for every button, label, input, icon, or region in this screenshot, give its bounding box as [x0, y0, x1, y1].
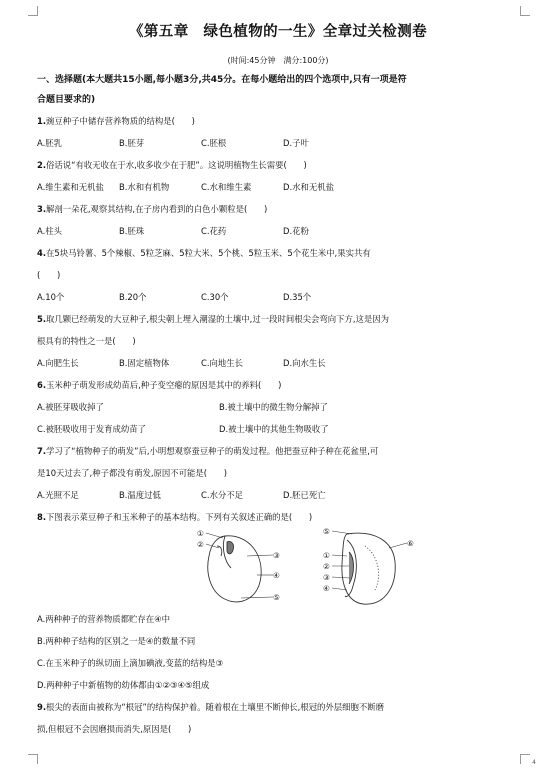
crop-mark-bottom-left: [28, 754, 38, 764]
question-stem: 玉米种子萌发形成幼苗后,种子变空瘪的原因是其中的养料( ): [46, 380, 282, 390]
question-number: 7.: [37, 446, 47, 456]
question-4: [37, 242, 519, 264]
option-d: D.被土壤中的其他生物吸收了: [219, 424, 329, 434]
question-7-options: [37, 484, 519, 506]
question-stem: 取几颗已经萌发的大豆种子,根尖朝上埋入潮湿的土壤中,过一段时间根尖会弯向下方,这是因为: [46, 314, 389, 324]
option-b: B.温度过低: [119, 490, 161, 500]
corn-label: ⑥: [407, 539, 414, 548]
page-number: 4: [532, 759, 536, 766]
corn-seed: [342, 533, 395, 604]
section-heading-line-1: 一、选择题(本大题共15小题,每小题3分,共45分。在每小题给出的四个选项中,只有一项是符: [37, 75, 407, 85]
section-heading-line-2: 合题目要求的): [37, 95, 96, 105]
corn-label: ①: [323, 551, 330, 560]
bean-label: ①: [197, 529, 204, 538]
question-2-options: [37, 176, 519, 198]
option-d: D.两种种子中新植物的幼体都由①②③④⑤组成: [37, 680, 210, 690]
corn-label: ③: [323, 573, 330, 582]
bean-label: ②: [197, 540, 204, 549]
option-a: A.光照不足: [37, 490, 79, 500]
crop-mark-top-right: [520, 6, 530, 16]
crop-mark-bottom-right: [520, 754, 530, 764]
question-stem: 根尖的表面由被称为“根冠”的结构保护着。随着根在土壤里不断伸长,根冠的外层细胞不断磨: [46, 702, 384, 712]
question-number: 5.: [37, 314, 47, 324]
exam-meta: (时间:45分钟 满分:100分): [227, 56, 329, 65]
question-stem-continued: 根具有的特性之一是( ): [37, 336, 136, 346]
question-stem: 在5块马铃薯、5个辣椒、5粒芝麻、5粒大米、5个桃、5粒玉米、5个花生米中,果实共有: [46, 248, 371, 258]
option-d: D.向水生长: [283, 358, 326, 368]
question-stem: 解剖一朵花,观察其结构,在子房内看到的白色小颗粒是( ): [46, 204, 268, 214]
question-number: 9.: [37, 702, 47, 712]
question-2: [37, 154, 519, 176]
question-4-options: [37, 286, 519, 308]
option-c: C.被胚吸收用于发育成幼苗了: [37, 424, 147, 434]
section-heading: [37, 70, 519, 110]
question-6-options-row-1: [37, 396, 519, 418]
question-6: [37, 374, 519, 396]
option-b: B.胚珠: [119, 226, 145, 236]
question-number: 2.: [37, 160, 47, 170]
question-stem-continued: 是10天过去了,种子都没有萌发,原因不可能是( ): [37, 468, 228, 478]
option-c: C.水分不足: [201, 490, 244, 500]
option-d: D.35个: [283, 292, 312, 302]
corn-label: ④: [323, 584, 330, 593]
question-stem: 学习了“植物种子的萌发”后,小明想观察蚕豆种子的萌发过程。他把蚕豆种子种在花盆里,可: [46, 446, 379, 456]
option-a: A.胚乳: [37, 138, 62, 148]
option-c: C.花药: [201, 226, 227, 236]
question-9: [37, 696, 519, 718]
question-1-options: [37, 132, 519, 154]
option-c: C.胚根: [201, 138, 227, 148]
option-b: B.被土壤中的微生物分解掉了: [219, 402, 328, 412]
question-number: 6.: [37, 380, 47, 390]
question-number: 4.: [37, 248, 47, 258]
seed-diagram: [197, 528, 427, 608]
option-a: A.两种种子的营养物质都贮存在④中: [37, 614, 171, 624]
option-b: B.两种种子结构的区别之一是④的数量不同: [37, 636, 196, 646]
page-title: 《第五章 绿色植物的一生》全章过关检测卷: [129, 23, 427, 40]
option-c: C.在玉米种子的纵切面上滴加碘液,变蓝的结构是③: [37, 658, 224, 668]
option-d: D.胚已死亡: [283, 490, 326, 500]
question-5-options: [37, 352, 519, 374]
bean-label: ④: [273, 571, 280, 580]
question-5: [37, 308, 519, 330]
option-c: C.向地生长: [201, 358, 244, 368]
option-a: A.10个: [37, 292, 65, 302]
question-number: 8.: [37, 512, 47, 522]
question-6-options-row-2: [37, 418, 519, 440]
question-stem: 下图表示菜豆种子和玉米种子的基本结构。下列有关叙述正确的是( ): [46, 512, 313, 522]
question-stem: 豌豆种子中储存营养物质的结构是( ): [46, 116, 195, 126]
seed-structure-figure: [37, 528, 519, 608]
question-8: [37, 506, 519, 528]
question-number: 3.: [37, 204, 47, 214]
question-stem-continued: ( ): [37, 270, 61, 280]
question-stem-continued: 损,但根冠不会因磨损而消失,原因是( ): [37, 724, 192, 734]
option-a: A.向肥生长: [37, 358, 79, 368]
option-d: D.子叶: [283, 138, 309, 148]
question-number: 1.: [37, 116, 47, 126]
question-3: [37, 198, 519, 220]
question-3-options: [37, 220, 519, 242]
option-b: B.固定植物体: [119, 358, 170, 368]
crop-mark-top-left: [28, 6, 38, 16]
question-stem: 俗话说“有收无收在于水,收多收少在于肥”。这说明植物生长需要( ): [46, 160, 307, 170]
option-d: D.花粉: [283, 226, 309, 236]
question-7: [37, 440, 519, 462]
option-c: C.30个: [201, 292, 229, 302]
option-b: B.水和有机物: [119, 182, 170, 192]
question-1: [37, 110, 519, 132]
exam-sheet: [37, 22, 519, 740]
corn-label: ⑤: [323, 528, 330, 536]
bean-label: ③: [273, 551, 280, 560]
bean-seed: [208, 536, 261, 602]
bean-label: ⑤: [273, 593, 280, 602]
option-b: B.20个: [119, 292, 147, 302]
option-d: D.水和无机盐: [283, 182, 334, 192]
option-a: A.柱头: [37, 226, 62, 236]
option-c: C.水和维生素: [201, 182, 252, 192]
option-a: A.被胚芽吸收掉了: [37, 402, 104, 412]
corn-label: ②: [323, 562, 330, 571]
option-a: A.维生素和无机盐: [37, 182, 104, 192]
option-b: B.胚芽: [119, 138, 145, 148]
